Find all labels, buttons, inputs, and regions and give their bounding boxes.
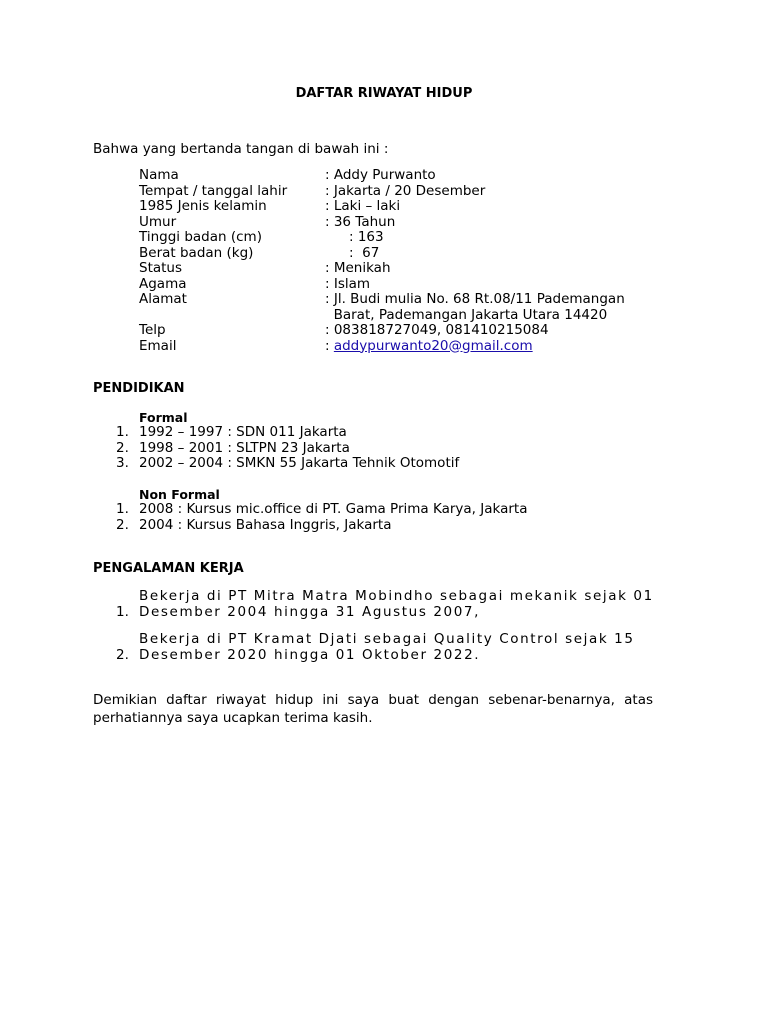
identity-value: : Jl. Budi mulia No. 68 Rt.08/11 Pademangan bbox=[325, 291, 625, 307]
list-text: Bekerja di PT Kramat Djati sebagai Quality Control sejak 15 bbox=[139, 631, 635, 647]
email-link[interactable]: addypurwanto20@gmail.com bbox=[333, 337, 533, 354]
work-list bbox=[116, 588, 654, 672]
nonformal-label: Non Formal bbox=[139, 487, 220, 502]
list-number: 1. bbox=[116, 424, 129, 440]
identity-value: : 67 bbox=[349, 244, 380, 261]
list-number: 1. bbox=[116, 501, 129, 517]
identity-value: : Laki – laki bbox=[325, 198, 401, 214]
list-text: 1998 – 2001 : SLTPN 23 Jakarta bbox=[139, 439, 350, 456]
identity-value: : 083818727049, 081410215084 bbox=[325, 322, 549, 338]
identity-value: : Addy Purwanto bbox=[325, 167, 436, 183]
list-text: Bekerja di PT Mitra Matra Mobindho sebagai mekanik sejak 01 bbox=[139, 588, 654, 604]
identity-value: : Menikah bbox=[325, 260, 391, 276]
work-heading: PENGALAMAN KERJA bbox=[93, 561, 244, 576]
identity-label: Email bbox=[139, 337, 177, 354]
identity-label: Telp bbox=[139, 322, 166, 338]
formal-label: Formal bbox=[139, 410, 188, 425]
list-number: 2. bbox=[116, 516, 129, 533]
list-text: 1992 – 1997 : SDN 011 Jakarta bbox=[139, 424, 347, 440]
email-value bbox=[325, 339, 533, 355]
identity-label: Status bbox=[139, 260, 183, 276]
list-text: 2008 : Kursus mic.office di PT. Gama Prima Karya, Jakarta bbox=[139, 501, 528, 517]
list-text: Desember 2020 hingga 01 Oktober 2022. bbox=[139, 646, 481, 663]
identity-value: : 36 Tahun bbox=[325, 213, 396, 230]
identity-label: Berat badan (kg) bbox=[139, 244, 254, 261]
list-number: 2. bbox=[116, 439, 129, 456]
list-number: 3. bbox=[116, 455, 129, 471]
email-prefix: : bbox=[325, 337, 334, 354]
list-item bbox=[116, 588, 654, 632]
identity-label: Tinggi badan (cm) bbox=[139, 229, 262, 245]
identity-value: : 163 bbox=[349, 229, 384, 245]
identity-label: Nama bbox=[139, 167, 179, 183]
intro-text: Bahwa yang bertanda tangan di bawah ini : bbox=[93, 141, 389, 157]
identity-value: : Jakarta / 20 Desember bbox=[325, 182, 486, 199]
identity-value: : Islam bbox=[325, 275, 371, 292]
list-text: 2004 : Kursus Bahasa Inggris, Jakarta bbox=[139, 516, 392, 533]
identity-label: Agama bbox=[139, 275, 187, 292]
list-number: 1. bbox=[116, 603, 129, 620]
closing-paragraph: Demikian daftar riwayat hidup ini saya buat dengan sebenar-benarnya, atas perhatiannya saya ucapkan terima kasih. bbox=[93, 692, 653, 726]
page-title: DAFTAR RIWAYAT HIDUP bbox=[295, 86, 473, 101]
list-text: 2002 – 2004 : SMKN 55 Jakarta Tehnik Otomotif bbox=[139, 455, 460, 471]
education-heading: PENDIDIKAN bbox=[93, 381, 185, 396]
identity-label: Umur bbox=[139, 213, 177, 230]
identity-label: 1985 Jenis kelamin bbox=[139, 198, 267, 214]
list-text: Desember 2004 hingga 31 Agustus 2007, bbox=[139, 603, 481, 620]
identity-label: Alamat bbox=[139, 291, 187, 307]
list-item bbox=[116, 631, 635, 672]
identity-value: Barat, Pademangan Jakarta Utara 14420 bbox=[325, 306, 608, 323]
list-number: 2. bbox=[116, 646, 129, 663]
identity-label: Tempat / tanggal lahir bbox=[139, 182, 288, 199]
